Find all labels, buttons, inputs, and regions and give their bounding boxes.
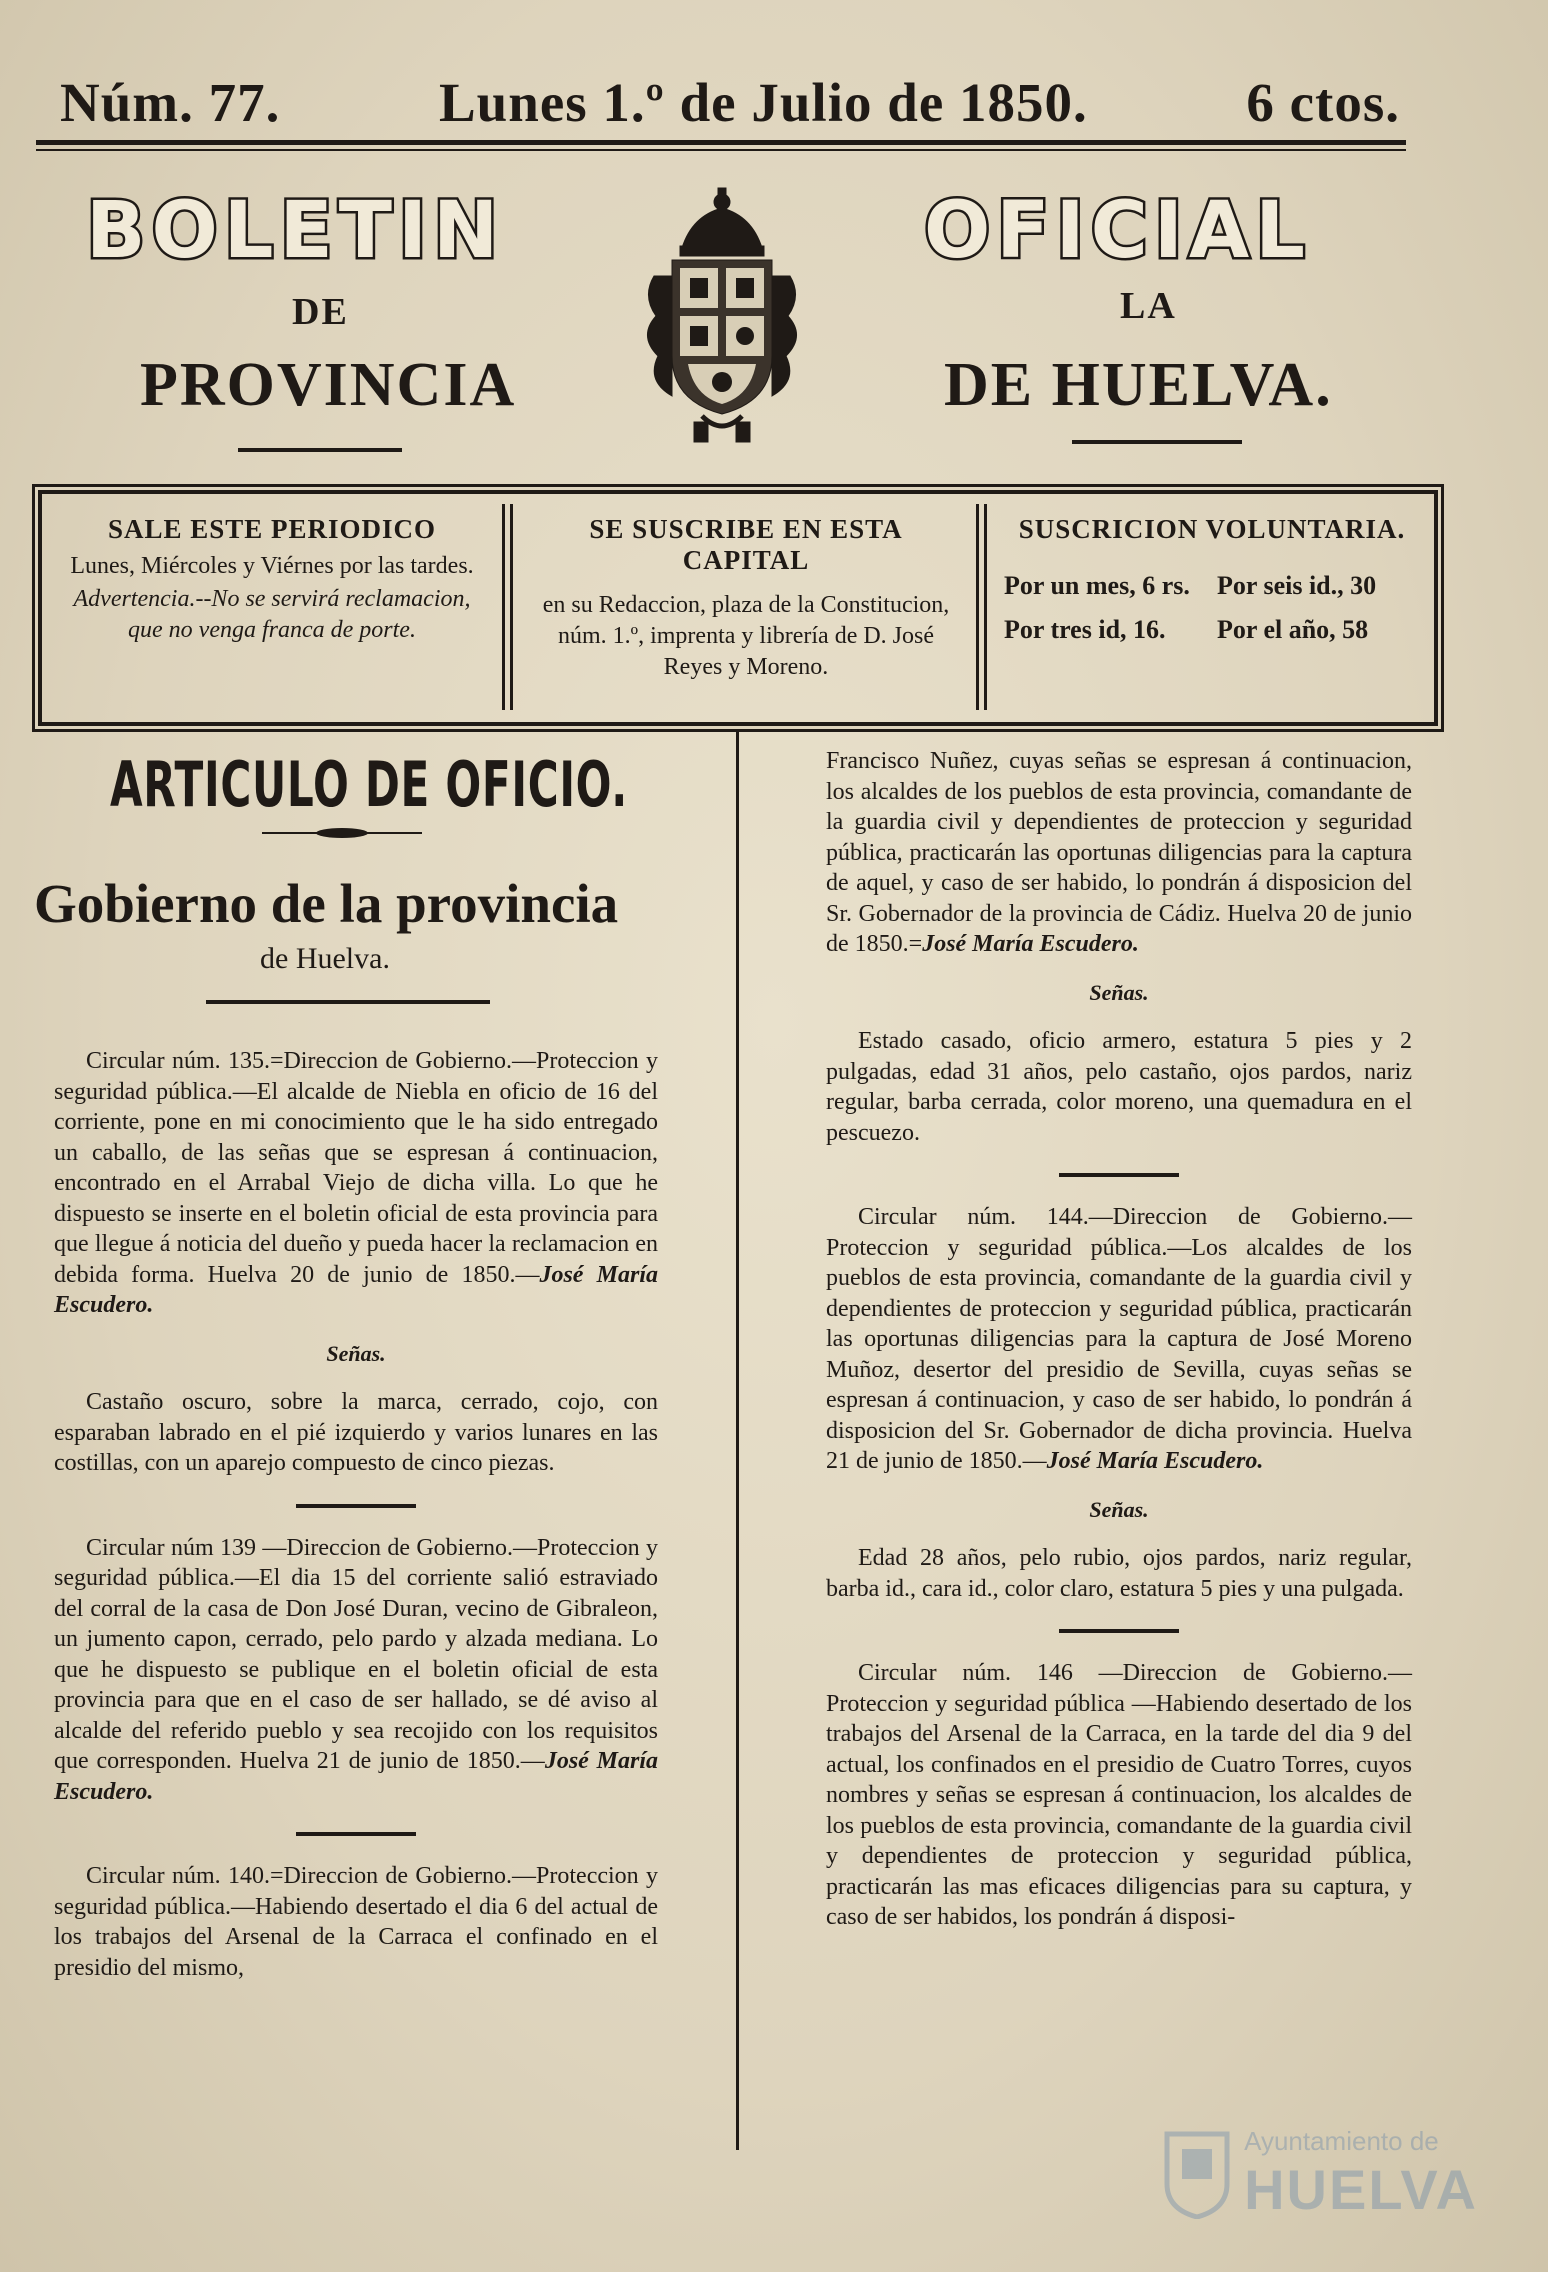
subscription-info-box: [38, 490, 1438, 726]
masthead-de-huelva: DE HUELVA.: [944, 351, 1333, 419]
masthead-la: LA: [1120, 285, 1177, 327]
periodicity-title: SALE ESTE PERIODICO: [107, 514, 437, 544]
title-rule: [206, 1000, 490, 1004]
rate-item: Por seis id., 30: [1217, 571, 1377, 600]
box-separator: [510, 504, 513, 710]
circular-139: Circular núm 139 —Direccion de Gobierno.—Proteccion y seguridad pública.—El dia 15 del corriente salió estraviado del corral de la casa de Don José Duran, vecino de Gibraleon, un jumento capon, cerrado, pelo pardo y alzada mediana. Lo que he dispuesto se publique en el boletin oficial de esta provincia para que en el caso de ser hallado, se dé aviso al alcalde del referido pueblo y sea recojido con los requisitos que corresponden. Huelva 21 de junio de 1850.—José María Escudero.: [54, 1534, 658, 1805]
periodicity-column: [42, 494, 502, 722]
box-separator: [502, 504, 505, 710]
circular-135: Circular núm. 135.=Direccion de Gobierno.—Proteccion y seguridad pública.—El alcalde de Niebla en oficio de 16 del corriente, pone en mi conocimiento que le ha sido entregado un caballo, de las señas que se espresan á continuacion, encontrado en el Arrabal Viejo de dicha villa. Lo que he dispuesto se inserte en el boletin oficial de esta provincia para que llegue á noticia del dueño y pueda hacer la reclamacion en debida forma. Huelva 20 de junio de 1850.—José María Escudero.: [54, 1048, 658, 1318]
rates-column: [990, 494, 1434, 722]
right-column: [826, 746, 1412, 1933]
issue-number: Núm. 77.: [60, 71, 281, 133]
ornament-divider: [1059, 1170, 1179, 1180]
subscription-place-title: SE SUSCRIBE EN ESTA CAPITAL: [589, 514, 903, 575]
subscription-place-column: [516, 494, 976, 722]
archive-watermark: [1162, 2126, 1478, 2222]
senas-text: Edad 28 años, pelo rubio, ojos pardos, nariz regular, barba id., cara id., color claro, estatura 5 pies y una pulgada.: [826, 1545, 1412, 1602]
watermark-line2: HUELVA: [1244, 2158, 1478, 2221]
senas-heading: Señas.: [1089, 1496, 1149, 1522]
ornament-divider: [262, 826, 422, 840]
ornament-divider: [1059, 1626, 1179, 1636]
ornament-divider: [296, 1501, 416, 1511]
rate-item: Por tres id, 16.: [1004, 615, 1166, 644]
coat-of-arms-icon: [632, 186, 812, 446]
rates-title: SUSCRICION VOLUNTARIA.: [1018, 514, 1406, 544]
government-title: Gobierno de la provincia: [34, 873, 619, 934]
masthead-rule-right: [1072, 440, 1242, 444]
circular-140-continued: Francisco Nuñez, cuyas señas se espresan á continuacion, los alcaldes de los pueblos de esta provincia, comandante de la guardia civil y dependientes de proteccion y seguridad pública, practicarán las oportunas diligencias para la captura de aquel, y caso de ser habido, lo pondrán á disposicion del Sr. Gobernador de la provincia de Cádiz. Huelva 20 de junio de 1850.=José María Escudero.: [826, 748, 1412, 957]
circular-144: Circular núm. 144.—Direccion de Gobierno.—Proteccion y seguridad pública.—Los alcaldes de los pueblos de esta provincia, comandante de la guardia civil y dependientes de proteccion y seguridad pública, practicarán las oportunas diligencias para la captura de José Moreno Muñoz, desertor del presidio de Sevilla, cuyas señas se espresan á continuacion, y caso de ser habido, lo pondrán á disposicion del Sr. Gobernador de dicha provincia. Huelva 21 de junio de 1850.—José María Escudero.: [826, 1204, 1412, 1474]
ornament-divider: [296, 1829, 416, 1839]
periodicity-text: Lunes, Miércoles y Viérnes por las tardes.: [70, 553, 474, 579]
periodicity-note: Advertencia.--No se servirá reclamacion, que no venga franca de porte.: [73, 586, 471, 643]
issue-date: Lunes 1.º de Julio de 1850.: [439, 71, 1088, 133]
box-separator: [984, 504, 987, 710]
masthead-de: DE: [292, 291, 349, 333]
masthead-oficial: OFICIAL: [924, 186, 1311, 276]
circular-146: Circular núm. 146 —Direccion de Gobierno.—Proteccion y seguridad pública —Habiendo desertado de los trabajos del Arsenal de la Carraca, en la tarde del dia 9 del actual, los confinados en el presidio de Cuatro Torres, cuyos nombres y señas se espresan á continuacion, los alcaldes de los pueblos de esta provincia, comandante de la guardia civil y dependientes de proteccion y seguridad pública, practicarán las mas eficaces diligencias para su captura, y caso de ser habidos, los pondrán á disposi-: [826, 1660, 1412, 1930]
signature: José María Escudero.: [54, 1261, 658, 1318]
masthead-rule-left: [238, 448, 402, 452]
masthead-provincia: PROVINCIA: [140, 351, 517, 419]
column-separator: [736, 730, 739, 2150]
subscription-place-text: en su Redaccion, plaza de la Constitucion, núm. 1.º, imprenta y librería de D. José Reyes y Moreno.: [542, 592, 950, 680]
government-subtitle: de Huelva.: [260, 942, 390, 975]
masthead-boletin: BOLETIN: [86, 186, 505, 276]
rate-item: Por un mes, 6 rs.: [1004, 571, 1190, 600]
signature: José María Escudero.: [922, 931, 1139, 957]
issue-header: [60, 62, 1400, 142]
rate-item: Por el año, 58: [1217, 615, 1369, 644]
box-separator: [976, 504, 979, 710]
senas-text: Estado casado, oficio armero, estatura 5 pies y 2 pulgadas, edad 31 años, pelo castaño, ojos pardos, nariz regular, barba cerrada, color moreno, una quemadura en el pescuezo.: [826, 1028, 1412, 1146]
city-shield-icon: [1162, 2129, 1232, 2219]
senas-heading: Señas.: [1089, 979, 1149, 1005]
header-rule: [36, 140, 1406, 145]
header-rule-thin: [36, 149, 1406, 151]
article-section-title: ARTICULO DE OFICIO.: [110, 748, 628, 821]
issue-price: 6 ctos.: [1246, 71, 1400, 133]
circular-140: Circular núm. 140.=Direccion de Gobierno.—Proteccion y seguridad pública.—Habiendo desertado el dia 6 del actual de los trabajos del Arsenal de la Carraca el confinado en el presidio del mismo,: [54, 1863, 658, 1981]
senas-text: Castaño oscuro, sobre la marca, cerrado, cojo, con esparaban labrado en el pié izquierdo y varios lunares en las costillas, con un aparejo compuesto de cinco piezas.: [54, 1389, 658, 1476]
senas-heading: Señas.: [326, 1340, 386, 1366]
watermark-line1: Ayuntamiento de: [1244, 2126, 1439, 2156]
left-column: [54, 1046, 658, 1983]
rates-list: [1004, 571, 1420, 645]
signature: José María Escudero.: [1046, 1448, 1264, 1474]
signature: José María Escudero.: [54, 1748, 658, 1805]
